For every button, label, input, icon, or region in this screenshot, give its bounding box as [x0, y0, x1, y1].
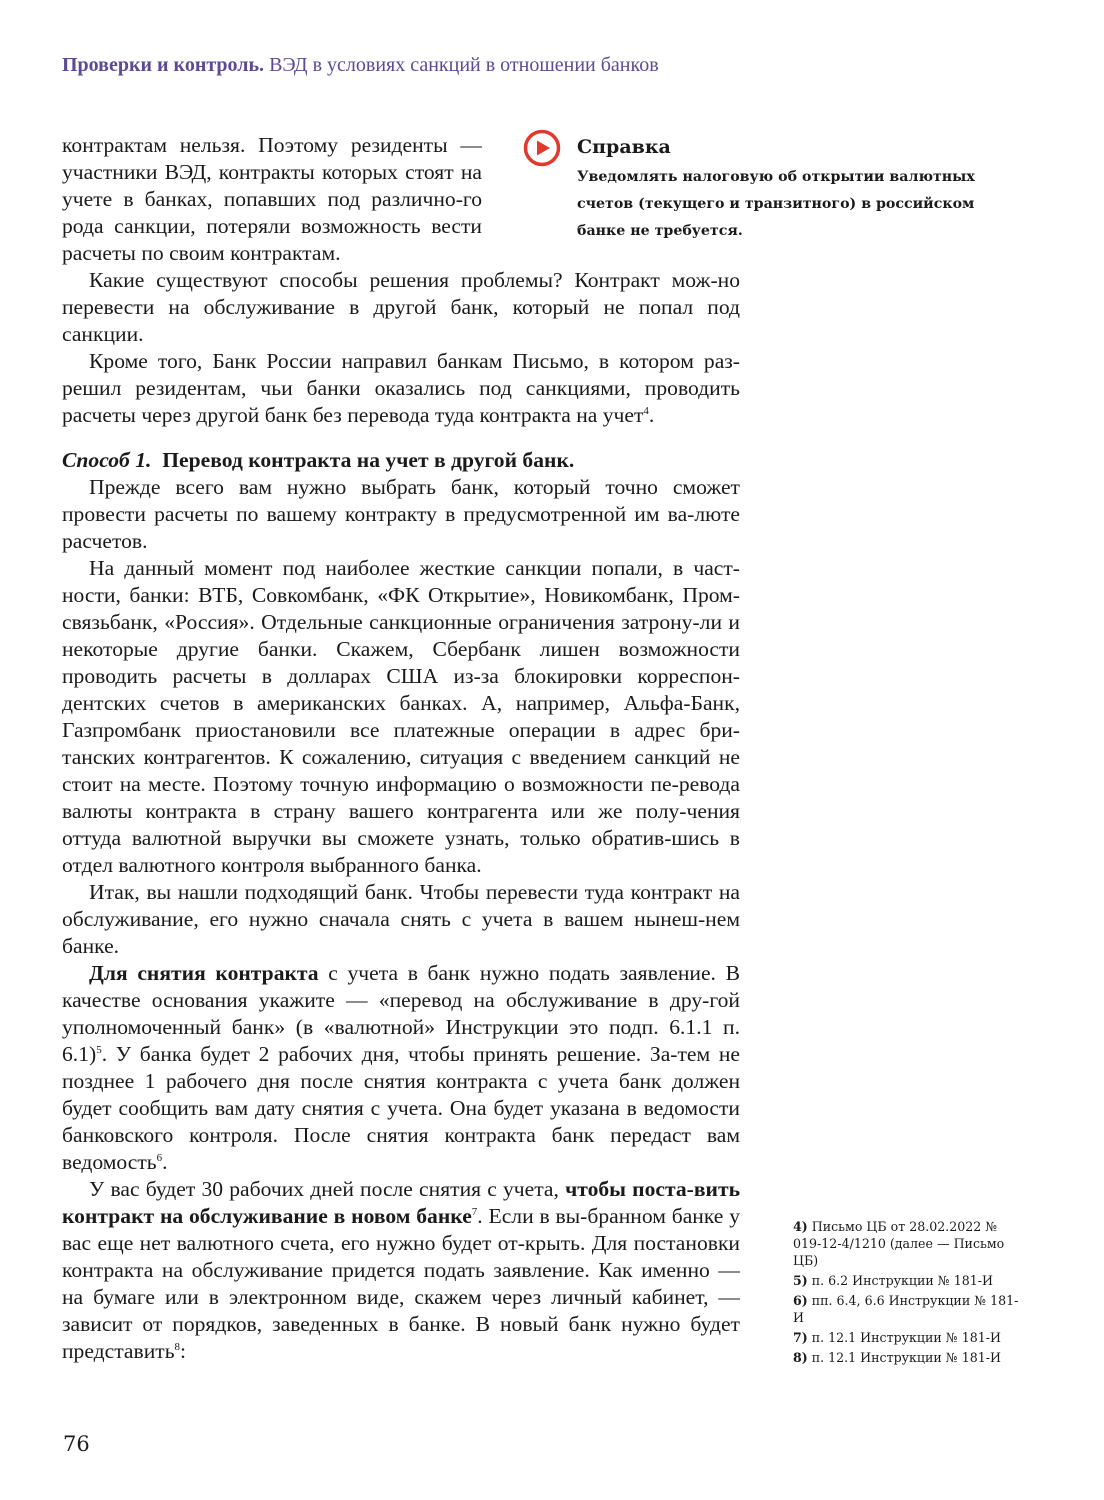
footnote-number: 6) — [793, 1293, 808, 1308]
footnote-text: п. 6.2 Инструкции № 181-И — [807, 1273, 993, 1288]
heading-text: Перевод контракта на учет в другой банк. — [162, 448, 575, 472]
footnote — [793, 1272, 1023, 1289]
running-head-section: Проверки и контроль. — [62, 54, 265, 76]
paragraph: Прежде всего вам нужно выбрать банк, который точно сможет провести расчеты по вашему контракту в предусмотренной им ва-люте расчетов. — [62, 475, 740, 553]
footnote — [793, 1329, 1023, 1346]
footnote-ref[interactable]: 5 — [96, 1043, 102, 1056]
paragraph: Какие существуют способы решения проблемы? Контракт мож-но перевести на обслуживание в другой банк, который не попал под санкции. — [62, 268, 740, 346]
punctuation: : — [180, 1339, 187, 1363]
footnote-text: п. 12.1 Инструкции № 181-И — [807, 1350, 1002, 1365]
footnote-ref[interactable]: 8 — [174, 1340, 181, 1353]
footnote — [793, 1292, 1023, 1326]
footnote-number: 5) — [793, 1273, 808, 1288]
paragraph: Итак, вы нашли подходящий банк. Чтобы перевести туда контракт на обслуживание, его нужно сначала снять с учета в вашем нынеш-нем банке. — [62, 880, 740, 958]
paragraph-text: . Если в вы-бранном банке у вас еще нет валютного счета, его нужно будет от-крыть. Для постановки контракта на обслуживание придется подать заявление. Как именно — на бумаге или в электронном виде, скажем через личный кабинет, — зависит от порядков, заведенных в банке. В новый банк нужно будет представить — [62, 1204, 740, 1363]
paragraph-text: Кроме того, Банк России направил банкам Письмо, в котором раз-решил резидентам, чьи банки оказались под санкциями, проводить расчеты через другой банк без перевода туда контракта на учет — [62, 349, 740, 427]
paragraph — [62, 1176, 740, 1365]
punctuation: . — [648, 403, 655, 427]
paragraph — [62, 960, 740, 1176]
running-head — [62, 54, 659, 77]
footnote-ref[interactable]: 7 — [471, 1205, 478, 1218]
footnote-ref[interactable]: 4 — [643, 404, 649, 417]
punctuation: . — [162, 1150, 168, 1174]
footnote — [793, 1218, 1023, 1269]
paragraph: На данный момент под наиболее жесткие санкции попали, в част-ности, банки: ВТБ, Совкомбанк, «ФК Открытие», Новикомбанк, Пром-связьбанк, «Россия». Отдельные санкционные ограничения затрону-ли и некоторые другие банки. Скажем, Сбербанк лишен возможности проводить расчеты в долларах США из-за блокировки корреспон-дентских счетов в американских банках. А, например, Альфа-Банк, Газпромбанк приостановили все платежные операции в адрес бри-танских контрагентов. К сожалению, ситуация с введением санкций не стоит на месте. Поэтому точную информацию о возможности пе-ревода валюты контракта в страну вашего контрагента или же полу-чения оттуда валютной выручки вы сможете узнать, только обратив-шись в отдел валютного контроля выбранного банка. — [62, 556, 740, 877]
running-head-subtitle: ВЭД в условиях санкций в отношении банков — [269, 54, 659, 76]
heading-label: Способ 1. — [62, 448, 152, 472]
bold-phrase: чтобы поста-вить контракт на обслуживание в новом банке — [62, 1177, 740, 1228]
footnote-number: 7) — [793, 1330, 808, 1345]
callout-title: Справка — [577, 136, 671, 158]
bold-phrase: Для снятия контракта — [89, 961, 319, 985]
page-number: 76 — [63, 1432, 90, 1456]
callout-body: Уведомлять налоговую об открытии валютных счетов (текущего и транзитного) в российском банке не требуется. — [577, 169, 975, 239]
main-text — [62, 132, 740, 1365]
footnote-ref[interactable]: 6 — [156, 1151, 163, 1164]
footnote-text: Письмо ЦБ от 28.02.2022 № 019-12-4/1210 (далее — Письмо ЦБ) — [793, 1219, 1005, 1268]
footnotes — [793, 1218, 1023, 1369]
footnote-number: 4) — [793, 1219, 808, 1234]
paragraph: контрактам нельзя. Поэтому резиденты — участники ВЭД, контракты которых стоят на учете в банках, попавших под различно-го рода санкции, потеряли возможность вести расчеты по своим контрактам. — [62, 133, 482, 265]
footnote-number: 8) — [793, 1350, 808, 1365]
paragraph — [62, 348, 740, 429]
footnote — [793, 1349, 1023, 1366]
footnote-text: пп. 6.4, 6.6 Инструкции № 181-И — [793, 1293, 1019, 1325]
section-heading — [62, 447, 740, 474]
paragraph-text: . У банка будет 2 рабочих дня, чтобы принять решение. За-тем не позднее 1 рабочего дня после снятия контракта с учета банк должен будет сообщить вам дату снятия с учета. Она будет указана в ведомости банковского контроля. После снятия контракта банк передаст вам ведомость — [62, 1042, 740, 1174]
paragraph-text: с учета в банк нужно подать заявление. В качестве основания укажите — «перевод на обслуживание в дру-гой уполномоченный банк» (в «валютной» Инструкции это подп. 6.1.1 п. 6.1) — [62, 961, 741, 1066]
footnote-text: п. 12.1 Инструкции № 181-И — [807, 1330, 1002, 1345]
paragraph-text: У вас будет 30 рабочих дней после снятия с учета, — [89, 1177, 566, 1201]
